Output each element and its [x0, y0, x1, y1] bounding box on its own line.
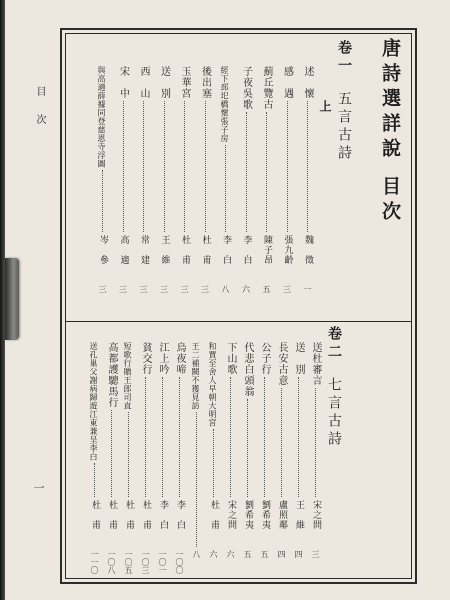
toc-leader [111, 410, 112, 497]
binder-clip [5, 258, 19, 340]
toc-leader [230, 377, 231, 497]
toc-entry-title: 烏夜啼 [174, 342, 185, 375]
toc-entry-title: 西 山 [138, 66, 149, 99]
toc-entry-title: 送 別 [158, 66, 170, 99]
section-divider [66, 321, 411, 322]
toc-entry-title: 代悲白頭翁 [242, 342, 253, 397]
toc-entry-author: 宋之問 [311, 500, 321, 530]
toc-leader [264, 377, 265, 497]
toc-leader [164, 101, 165, 232]
toc-entry-author: 杜 甫 [141, 500, 151, 530]
toc-entry-title: 玉華宮 [179, 66, 190, 99]
toc-leader [307, 101, 308, 232]
toc-entry-author: 杜 甫 [90, 500, 100, 530]
toc-entry-author: 杜 甫 [180, 235, 190, 265]
toc-entry-title: 短歌行贈王郎司直 [123, 342, 132, 410]
toc-entry-title: 貧交行 [140, 342, 151, 375]
toc-entry-author: 岑 參 [98, 235, 108, 265]
volume2-number: 卷二 [326, 326, 342, 362]
toc-entry-title: 經下邳圯橋懷張子房 [220, 66, 229, 143]
toc-entry-author: 王 維 [159, 235, 170, 265]
toc-leader [196, 412, 197, 547]
section-label-upper: 上 [318, 100, 332, 115]
toc-frame [60, 28, 417, 584]
toc-entry-title: 送杜審言 [310, 342, 321, 386]
toc-entry-page: 三 [98, 285, 107, 293]
book-page [5, 0, 450, 600]
toc-entry-title: 宋 中 [117, 66, 129, 99]
toc-entry-author: 宋之問 [226, 500, 236, 530]
toc-entry-page: 三 [282, 285, 292, 293]
toc-entry-title: 與高適薛據同登慈恩寺浮圖 [97, 66, 106, 168]
toc-entry-title: 送 別 [293, 342, 304, 375]
toc-entry-author: 常 建 [139, 235, 149, 265]
toc-entry-page: 一〇三 [141, 550, 150, 574]
toc-entry-author: 張九齡 [282, 235, 293, 265]
toc-entry-page: 六 [241, 285, 251, 293]
toc-entry-author: 李 白 [241, 235, 252, 265]
toc-leader [315, 388, 316, 497]
toc-leader [123, 101, 124, 232]
toc-entry-page: 五 [262, 285, 271, 293]
toc-entry-author: 魏 徵 [303, 235, 313, 265]
toc-entry-title: 述 懷 [302, 66, 313, 99]
toc-leader [213, 429, 214, 497]
toc-entry-page: 三 [118, 285, 128, 293]
toc-entry-author: 劉希夷 [260, 500, 270, 530]
toc-entry-page: 一一〇 [90, 550, 99, 574]
toc-entry-title: 送孔巢父謝病歸遊江東兼呈李白 [89, 342, 98, 461]
toc-entry-page: 八 [221, 285, 230, 293]
toc-entry-title: 薊丘覽古 [261, 66, 272, 110]
toc-entry-author: 杜 甫 [107, 500, 117, 530]
toc-entry-page: 三 [200, 285, 210, 293]
toc-leader [94, 463, 95, 497]
toc-leader [128, 412, 129, 497]
toc-leader [266, 112, 267, 232]
volume1-heading [337, 40, 351, 163]
toc-leader [247, 399, 248, 497]
toc-leader [281, 388, 282, 497]
toc-entry-title: 子夜吳歌 [240, 66, 252, 110]
toc-entry-author: 李 白 [158, 500, 168, 530]
toc-leader [102, 170, 103, 232]
toc-leader [143, 101, 144, 232]
volume1-subtitle: 五言古詩 [336, 90, 352, 163]
book-title: 唐詩選詳說 目次 [379, 38, 401, 226]
toc-entry-author: 劉希夷 [243, 500, 253, 530]
toc-entry-page: 一〇五 [124, 550, 133, 574]
toc-entry-page: 一〇一 [158, 550, 167, 574]
toc-entry-author: 杜 甫 [200, 235, 211, 265]
toc-entry-title: 和賈至舍人早朝大明宮 [208, 342, 217, 427]
toc-leader [162, 377, 163, 497]
toc-leader [225, 145, 226, 233]
margin-running-head: 目 次 [34, 86, 45, 128]
toc-leader [205, 101, 206, 232]
toc-entry-author: 杜 甫 [209, 500, 219, 530]
toc-frame-inner [65, 33, 412, 579]
toc-leader [184, 101, 185, 232]
toc-leader [246, 112, 247, 232]
toc-entry-page: 六 [209, 550, 218, 558]
toc-leader [287, 101, 288, 232]
toc-leader [179, 377, 180, 497]
toc-entry-title: 江上吟 [157, 342, 168, 375]
toc-entry-page: 五 [243, 550, 252, 558]
toc-entry-page: 八 [192, 550, 201, 558]
toc-leader [145, 377, 146, 497]
toc-entry-page: 六 [226, 550, 235, 558]
toc-entry-page: 五 [260, 550, 269, 558]
toc-entry-author: 陳子昂 [262, 235, 272, 265]
volume2-subtitle: 七言古詩 [326, 376, 342, 449]
toc-entry-title: 高都護驄馬行 [106, 342, 117, 408]
toc-entry-title: 感 遇 [281, 66, 293, 99]
toc-entry-page: 三 [180, 285, 189, 293]
toc-entry-page: 一〇八 [107, 550, 116, 574]
margin-page-number: 一 [32, 482, 45, 493]
toc-entry-page: 三 [159, 285, 169, 293]
toc-entry-page: 三 [139, 285, 148, 293]
toc-entry-page: 四 [294, 550, 303, 558]
toc-entry-page: 四 [277, 550, 286, 558]
toc-leader [298, 377, 299, 497]
toc-entry-author: 盧照鄰 [277, 500, 287, 530]
toc-entry-title: 長安古意 [276, 342, 287, 386]
toc-entry-author: 王 維 [294, 500, 304, 530]
toc-entry-author: 杜 甫 [124, 500, 134, 530]
toc-entry-page: 一 [303, 285, 312, 293]
toc-entry-title: 王二補闕不獲見訪 [191, 342, 200, 410]
toc-entry-author: 李 白 [221, 235, 231, 265]
toc-entry-title: 公子行 [259, 342, 270, 375]
volume2-heading [327, 326, 341, 449]
volume1-number: 卷一 [336, 40, 352, 76]
toc-entry-author: 李 白 [175, 500, 185, 530]
toc-entry-author: 高 適 [118, 235, 129, 265]
toc-entry-title: 下山歌 [225, 342, 236, 375]
toc-entry-page: 一〇〇 [175, 550, 184, 574]
toc-entry-title: 後出塞 [199, 66, 211, 99]
toc-entry-page: 三 [311, 550, 320, 558]
